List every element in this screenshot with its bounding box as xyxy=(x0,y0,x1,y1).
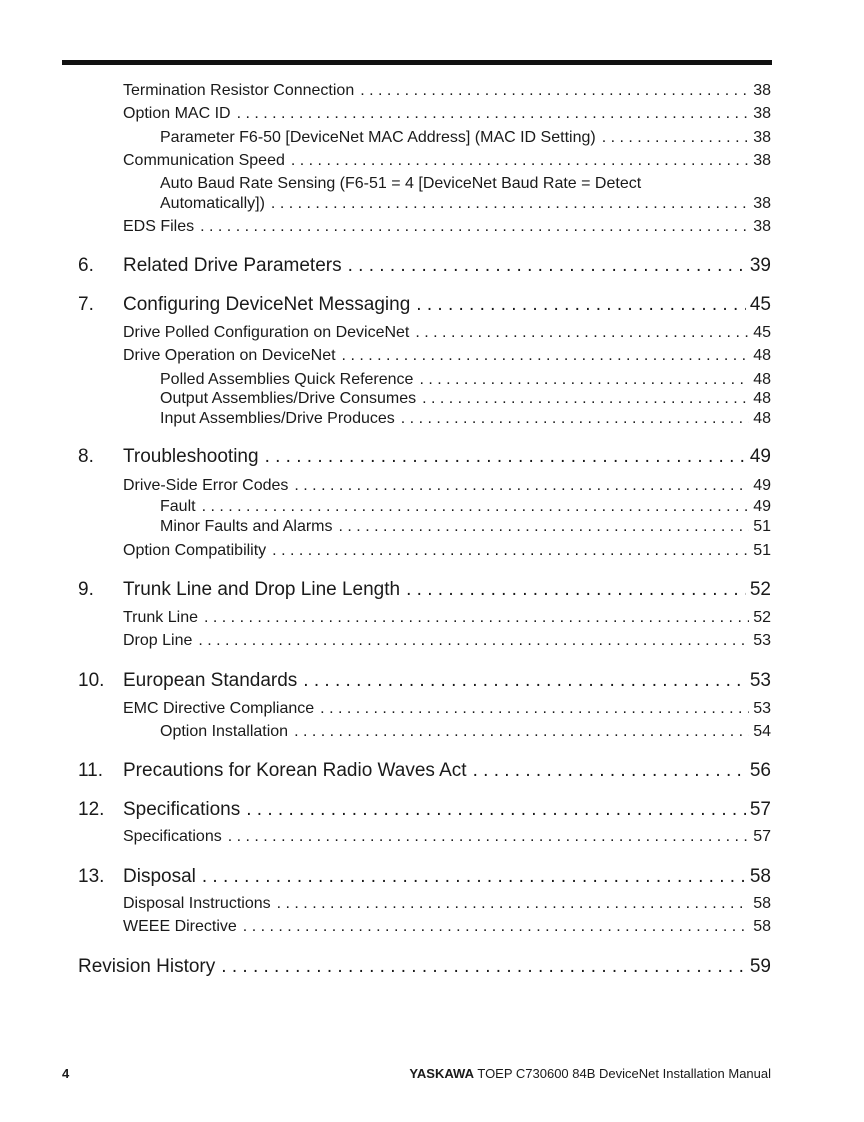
toc-entry[interactable] xyxy=(123,799,771,821)
toc-page-number: 48 xyxy=(753,390,771,407)
toc-entry[interactable] xyxy=(160,723,771,741)
dot-leader xyxy=(228,828,749,846)
toc-page-number: 58 xyxy=(753,895,771,912)
toc-entry[interactable] xyxy=(123,579,771,601)
toc-section-number: 9. xyxy=(78,579,94,600)
toc-page-number: 45 xyxy=(749,294,771,315)
toc-entry-label: Disposal Instructions xyxy=(123,895,271,912)
toc-entry-label: Communication Speed xyxy=(123,152,285,169)
toc-page-number: 57 xyxy=(753,828,771,845)
toc-entry-label: Drop Line xyxy=(123,632,193,649)
dot-leader xyxy=(294,477,749,495)
footer-document-title xyxy=(409,1066,771,1081)
toc-entry[interactable] xyxy=(78,956,771,978)
dot-leader xyxy=(271,195,749,213)
toc-entry-label: Polled Assemblies Quick Reference xyxy=(160,371,414,388)
toc-entry-label: Revision History xyxy=(78,956,216,977)
dot-leader xyxy=(237,105,750,123)
toc-entry-label: Option Compatibility xyxy=(123,542,267,559)
dot-leader xyxy=(401,410,749,428)
toc-entry[interactable] xyxy=(123,82,771,100)
toc-section-number: 6. xyxy=(78,255,94,276)
dot-leader xyxy=(277,895,750,913)
toc-page-number: 48 xyxy=(753,371,771,388)
dot-leader xyxy=(202,498,750,516)
toc-entry-label: Drive Operation on DeviceNet xyxy=(123,347,336,364)
toc-page-number: 38 xyxy=(753,82,771,99)
toc-entry-label: Output Assemblies/Drive Consumes xyxy=(160,390,417,407)
dot-leader xyxy=(416,294,746,316)
toc-page-number: 53 xyxy=(749,670,771,691)
toc-entry-label: Troubleshooting xyxy=(123,446,259,467)
toc-entry-label: Drive Polled Configuration on DeviceNet xyxy=(123,324,410,341)
toc-entry[interactable] xyxy=(123,918,771,936)
toc-entry-label: Termination Resistor Connection xyxy=(123,82,355,99)
toc-entry[interactable] xyxy=(123,700,771,718)
toc-entry-label: EMC Directive Compliance xyxy=(123,700,315,717)
toc-entry-label: Disposal xyxy=(123,866,196,887)
toc-entry-label: Option MAC ID xyxy=(123,105,231,122)
toc-entry[interactable] xyxy=(123,609,771,627)
dot-leader xyxy=(204,609,749,627)
toc-page-number: 39 xyxy=(749,255,771,276)
dot-leader xyxy=(422,390,749,408)
toc-section-number: 10. xyxy=(78,670,105,691)
toc-entry-label: WEEE Directive xyxy=(123,918,237,935)
toc-page-number: 38 xyxy=(753,129,771,146)
toc-entry[interactable] xyxy=(123,347,771,365)
toc-entry-label: Precautions for Korean Radio Waves Act xyxy=(123,760,467,781)
dot-leader xyxy=(419,371,749,389)
dot-leader xyxy=(294,723,749,741)
dot-leader xyxy=(243,918,749,936)
toc-entry[interactable] xyxy=(123,324,771,342)
toc-page-number: 58 xyxy=(749,866,771,887)
toc-entry[interactable] xyxy=(160,129,771,147)
toc-page-number: 45 xyxy=(753,324,771,341)
footer-brand: YASKAWA xyxy=(409,1066,474,1081)
toc-page-number: 54 xyxy=(753,723,771,740)
toc-page-number: 38 xyxy=(753,195,771,212)
toc-entry[interactable] xyxy=(160,390,771,408)
toc-entry[interactable] xyxy=(123,866,771,888)
toc-page-number: 52 xyxy=(753,609,771,626)
toc-entry-label: Configuring DeviceNet Messaging xyxy=(123,294,411,315)
dot-leader xyxy=(406,579,746,601)
toc-page-number: 48 xyxy=(753,410,771,427)
toc-entry[interactable] xyxy=(123,446,771,468)
toc-entry-label: Parameter F6-50 [DeviceNet MAC Address] (MAC ID Setting) xyxy=(160,129,596,146)
toc-entry[interactable] xyxy=(123,218,771,236)
toc-entry-label: Minor Faults and Alarms xyxy=(160,518,333,535)
toc-entry[interactable] xyxy=(160,371,771,389)
toc-entry[interactable] xyxy=(123,760,771,782)
toc-entry[interactable] xyxy=(160,518,771,536)
dot-leader xyxy=(198,632,749,650)
toc-entry[interactable] xyxy=(123,105,771,123)
toc-entry[interactable] xyxy=(123,542,771,560)
toc-entry[interactable] xyxy=(160,195,771,213)
toc-entry-label-cont: Automatically]) xyxy=(160,195,265,212)
dot-leader xyxy=(272,542,749,560)
footer-page-number: 4 xyxy=(62,1066,70,1081)
toc-entry-label: Auto Baud Rate Sensing (F6-51 = 4 [DeviceNet Baud Rate = Detect xyxy=(160,175,642,192)
toc-entry-label: Trunk Line xyxy=(123,609,198,626)
toc-page-number: 49 xyxy=(749,446,771,467)
toc-entry-label: Related Drive Parameters xyxy=(123,255,342,276)
toc-page-number: 52 xyxy=(749,579,771,600)
toc-entry-label: EDS Files xyxy=(123,218,195,235)
toc-entry[interactable] xyxy=(123,152,771,170)
toc-page-number: 53 xyxy=(753,700,771,717)
toc-entry[interactable] xyxy=(123,294,771,316)
dot-leader xyxy=(473,760,746,782)
toc-entry-label: Drive-Side Error Codes xyxy=(123,477,289,494)
toc-page-number: 48 xyxy=(753,347,771,364)
toc-entry-label: European Standards xyxy=(123,670,298,691)
toc-entry-label: Option Installation xyxy=(160,723,289,740)
dot-leader xyxy=(200,218,749,236)
footer-doc-title: TOEP C730600 84B DeviceNet Installation Manual xyxy=(477,1066,771,1081)
toc-page-number: 49 xyxy=(753,477,771,494)
toc-page-number: 57 xyxy=(749,799,771,820)
dot-leader xyxy=(320,700,749,718)
toc-entry[interactable] xyxy=(123,477,771,495)
toc-entry-label: Fault xyxy=(160,498,196,515)
toc-section-number: 7. xyxy=(78,294,94,315)
dot-leader xyxy=(265,446,746,468)
toc-entry-label: Specifications xyxy=(123,828,222,845)
toc-entry-label: Input Assemblies/Drive Produces xyxy=(160,410,395,427)
toc-entry[interactable] xyxy=(160,498,771,516)
toc-page-number: 53 xyxy=(753,632,771,649)
toc-section-number: 11. xyxy=(78,760,104,781)
toc-page-number: 59 xyxy=(749,956,771,977)
toc-entry[interactable] xyxy=(123,255,771,277)
toc-entry-label: Trunk Line and Drop Line Length xyxy=(123,579,401,600)
toc-entry[interactable] xyxy=(123,828,771,846)
toc-entry[interactable] xyxy=(123,895,771,913)
toc-page-number: 38 xyxy=(753,218,771,235)
toc-page-number: 58 xyxy=(753,918,771,935)
toc-page-number: 38 xyxy=(753,105,771,122)
dot-leader xyxy=(221,956,746,978)
toc-page-number: 51 xyxy=(753,518,771,535)
toc-page-number: 51 xyxy=(753,542,771,559)
dot-leader xyxy=(602,129,750,147)
dot-leader xyxy=(291,152,749,170)
dot-leader xyxy=(342,347,750,365)
dot-leader xyxy=(360,82,749,100)
top-rule xyxy=(62,60,772,65)
toc-page-number: 38 xyxy=(753,152,771,169)
toc-entry[interactable] xyxy=(160,410,771,428)
toc-entry[interactable] xyxy=(123,670,771,692)
toc-entry-label: Specifications xyxy=(123,799,241,820)
toc-page-number: 56 xyxy=(749,760,771,781)
dot-leader xyxy=(202,866,746,888)
toc-section-number: 13. xyxy=(78,866,105,887)
toc-section-number: 12. xyxy=(78,799,105,820)
dot-leader xyxy=(339,518,750,536)
dot-leader xyxy=(303,670,746,692)
toc-entry[interactable] xyxy=(123,632,771,650)
toc-section-number: 8. xyxy=(78,446,94,467)
toc-page-number: 49 xyxy=(753,498,771,515)
dot-leader xyxy=(415,324,749,342)
dot-leader xyxy=(348,255,746,277)
dot-leader xyxy=(246,799,746,821)
